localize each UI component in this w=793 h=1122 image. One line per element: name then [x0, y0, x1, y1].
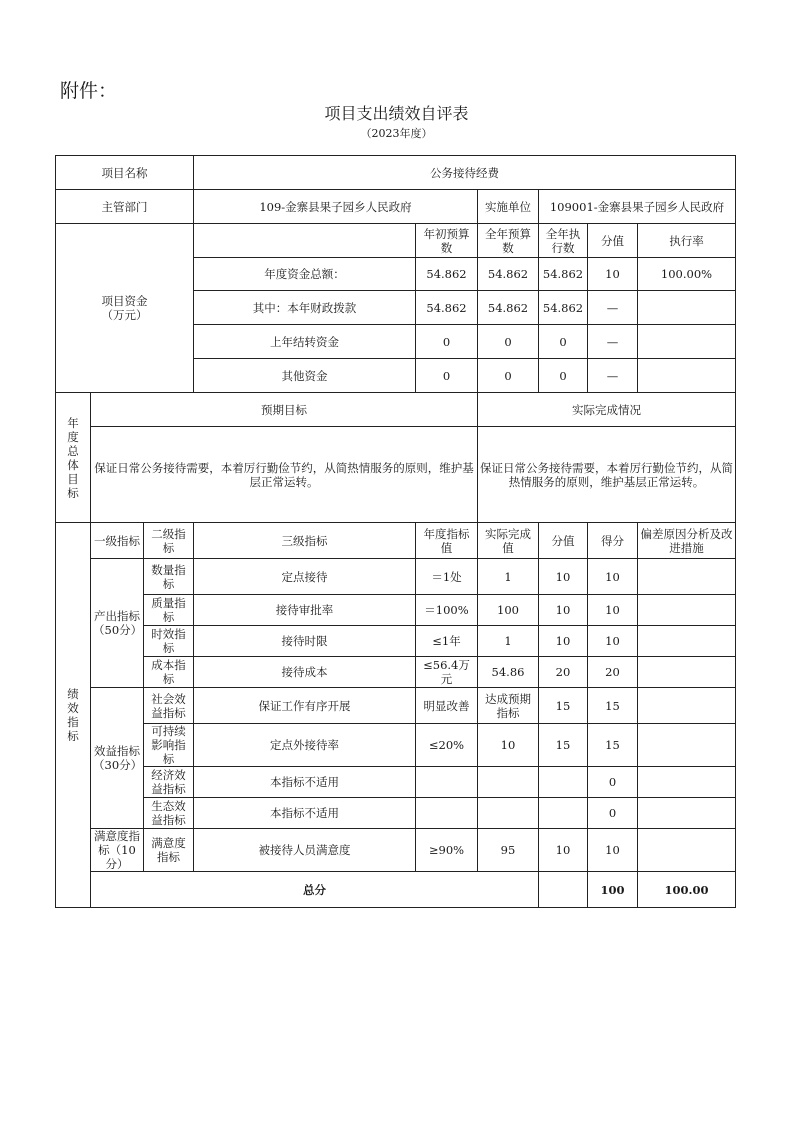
indicator-score: 20 — [588, 657, 638, 688]
funds-row-label: 其中：本年财政拨款 — [194, 291, 416, 325]
indicator-level3: 被接待人员满意度 — [194, 829, 416, 872]
indicator-remark — [638, 559, 736, 595]
level1-header: 一级指标 — [91, 523, 144, 559]
funds-row-initial: 54.862 — [416, 291, 478, 325]
indicator-score: 15 — [588, 724, 638, 767]
indicator-target: 明显改善 — [416, 688, 478, 724]
funds-row-annual: 54.862 — [478, 258, 539, 291]
indicator-remark — [638, 688, 736, 724]
indicator-actual — [478, 767, 539, 798]
funds-row-rate — [638, 359, 736, 393]
expected-goal-label: 预期目标 — [91, 393, 478, 427]
funds-row-initial: 0 — [416, 359, 478, 393]
target-value-header: 年度指标值 — [416, 523, 478, 559]
project-name-row — [56, 156, 736, 190]
indicator-level2: 成本指标 — [144, 657, 194, 688]
page-title: 项目支出绩效自评表 — [324, 104, 469, 123]
funds-header-initial: 年初预算数 — [416, 224, 478, 258]
funds-row-annual: 0 — [478, 359, 539, 393]
indicator-level2: 质量指标 — [144, 595, 194, 626]
performance-indicator-label: 绩效指标 — [56, 523, 91, 908]
indicator-level2: 满意度指标 — [144, 829, 194, 872]
indicator-actual: 95 — [478, 829, 539, 872]
indicator-score-value: 10 — [539, 626, 588, 657]
indicator-score-value: 20 — [539, 657, 588, 688]
expected-goal-text: 保证日常公务接待需要，本着厉行勤俭节约，从简热情服务的原则，维护基层正常运转。 — [91, 427, 478, 523]
goals-header-row — [56, 393, 736, 427]
indicator-level3: 定点外接待率 — [194, 724, 416, 767]
indicator-target: ≥90% — [416, 829, 478, 872]
indicator-score: 10 — [588, 595, 638, 626]
funds-header-score-value: 分值 — [588, 224, 638, 258]
satisfaction-indicator-label: 满意度指标（10分） — [91, 829, 144, 872]
funds-header-row — [56, 224, 736, 258]
funds-row-initial: 0 — [416, 325, 478, 359]
indicator-level2: 时效指标 — [144, 626, 194, 657]
indicator-row — [56, 626, 736, 657]
goals-content-row — [56, 427, 736, 523]
indicator-row — [56, 559, 736, 595]
implementing-unit-value: 109001-金寨县果子园乡人民政府 — [539, 190, 736, 224]
indicator-level2: 经济效益指标 — [144, 767, 194, 798]
score-header: 得分 — [588, 523, 638, 559]
indicator-level3: 本指标不适用 — [194, 798, 416, 829]
total-score: 100.00 — [638, 872, 736, 908]
funds-row-initial: 54.862 — [416, 258, 478, 291]
total-row — [56, 872, 736, 908]
funds-row-rate — [638, 325, 736, 359]
indicator-score-value: 10 — [539, 829, 588, 872]
indicator-score: 10 — [588, 829, 638, 872]
annual-goal-label: 年度总体目标 — [56, 393, 91, 523]
indicator-remark — [638, 798, 736, 829]
funds-label-line2: （万元） — [101, 308, 148, 322]
indicator-level3: 本指标不适用 — [194, 767, 416, 798]
indicator-actual — [478, 798, 539, 829]
indicator-target: ≤56.4万元 — [416, 657, 478, 688]
funds-row-score-value: — — [588, 325, 638, 359]
indicator-row — [56, 595, 736, 626]
indicator-target: ＝100% — [416, 595, 478, 626]
indicator-row — [56, 767, 736, 798]
funds-row-score-value: — — [588, 359, 638, 393]
funds-row-executed: 0 — [539, 359, 588, 393]
indicator-score: 0 — [588, 767, 638, 798]
total-label: 总分 — [91, 872, 539, 908]
indicator-actual: 10 — [478, 724, 539, 767]
actual-completion-text: 保证日常公务接待需要，本着厉行勤俭节约，从简热情服务的原则，维护基层正常运转。 — [478, 427, 736, 523]
benefit-indicator-label: 效益指标（30分） — [91, 688, 144, 829]
total-score-value: 100 — [588, 872, 638, 908]
indicator-score: 0 — [588, 798, 638, 829]
indicator-target: ≤1年 — [416, 626, 478, 657]
indicator-score: 15 — [588, 688, 638, 724]
indicator-score-value — [539, 798, 588, 829]
indicator-remark — [638, 767, 736, 798]
indicator-score: 10 — [588, 626, 638, 657]
indicator-level3: 保证工作有序开展 — [194, 688, 416, 724]
department-value: 109-金寨县果子园乡人民政府 — [194, 190, 478, 224]
attachment-label: 附件： — [60, 80, 118, 102]
indicator-score-value: 10 — [539, 559, 588, 595]
page-subtitle-year: （2023年度） — [360, 127, 433, 140]
indicator-header-row — [56, 523, 736, 559]
indicator-level3: 定点接待 — [194, 559, 416, 595]
funds-header-blank — [194, 224, 416, 258]
indicator-actual: 1 — [478, 626, 539, 657]
indicator-row — [56, 657, 736, 688]
remark-header: 偏差原因分析及改进措施 — [638, 523, 736, 559]
indicator-row — [56, 688, 736, 724]
funds-row-annual: 54.862 — [478, 291, 539, 325]
department-row — [56, 190, 736, 224]
level3-header: 三级指标 — [194, 523, 416, 559]
funds-header-annual: 全年预算数 — [478, 224, 539, 258]
funds-header-executed: 全年执行数 — [539, 224, 588, 258]
score-value-header: 分值 — [539, 523, 588, 559]
implementing-unit-label: 实施单位 — [478, 190, 539, 224]
indicator-row — [56, 798, 736, 829]
indicator-level2: 生态效益指标 — [144, 798, 194, 829]
indicator-remark — [638, 724, 736, 767]
funds-row-rate: 100.00% — [638, 258, 736, 291]
funds-row-label: 其他资金 — [194, 359, 416, 393]
indicator-level2: 可持续影响指标 — [144, 724, 194, 767]
indicator-target: ＝1处 — [416, 559, 478, 595]
indicator-score-value — [539, 767, 588, 798]
indicator-actual: 54.86 — [478, 657, 539, 688]
indicator-remark — [638, 657, 736, 688]
funds-row-rate — [638, 291, 736, 325]
indicator-score-value: 15 — [539, 688, 588, 724]
indicator-row — [56, 829, 736, 872]
funds-label-line1: 项目资金 — [101, 294, 148, 308]
funds-row-score-value: — — [588, 291, 638, 325]
project-name-label: 项目名称 — [56, 156, 194, 190]
indicator-score: 10 — [588, 559, 638, 595]
department-label: 主管部门 — [56, 190, 194, 224]
indicator-actual: 达成预期指标 — [478, 688, 539, 724]
performance-self-evaluation-table — [55, 155, 736, 908]
indicator-remark — [638, 829, 736, 872]
indicator-remark — [638, 626, 736, 657]
indicator-actual: 1 — [478, 559, 539, 595]
funds-label — [56, 224, 194, 393]
funds-row-label: 上年结转资金 — [194, 325, 416, 359]
funds-row-label: 年度资金总额： — [194, 258, 416, 291]
funds-row-executed: 54.862 — [539, 258, 588, 291]
indicator-level3: 接待审批率 — [194, 595, 416, 626]
indicator-target — [416, 767, 478, 798]
indicator-actual: 100 — [478, 595, 539, 626]
project-name-value: 公务接待经费 — [194, 156, 736, 190]
indicator-level2: 数量指标 — [144, 559, 194, 595]
funds-row-annual: 0 — [478, 325, 539, 359]
indicator-score-value: 10 — [539, 595, 588, 626]
output-indicator-label: 产出指标（50分） — [91, 559, 144, 688]
funds-header-rate: 执行率 — [638, 224, 736, 258]
funds-row-executed: 0 — [539, 325, 588, 359]
indicator-score-value: 15 — [539, 724, 588, 767]
indicator-level2: 社会效益指标 — [144, 688, 194, 724]
total-blank — [539, 872, 588, 908]
indicator-row — [56, 724, 736, 767]
indicator-target: ≤20% — [416, 724, 478, 767]
actual-completion-label: 实际完成情况 — [478, 393, 736, 427]
funds-row-score-value: 10 — [588, 258, 638, 291]
indicator-target — [416, 798, 478, 829]
indicator-remark — [638, 595, 736, 626]
funds-row-executed: 54.862 — [539, 291, 588, 325]
indicator-level3: 接待时限 — [194, 626, 416, 657]
actual-value-header: 实际完成值 — [478, 523, 539, 559]
indicator-level3: 接待成本 — [194, 657, 416, 688]
level2-header: 二级指标 — [144, 523, 194, 559]
